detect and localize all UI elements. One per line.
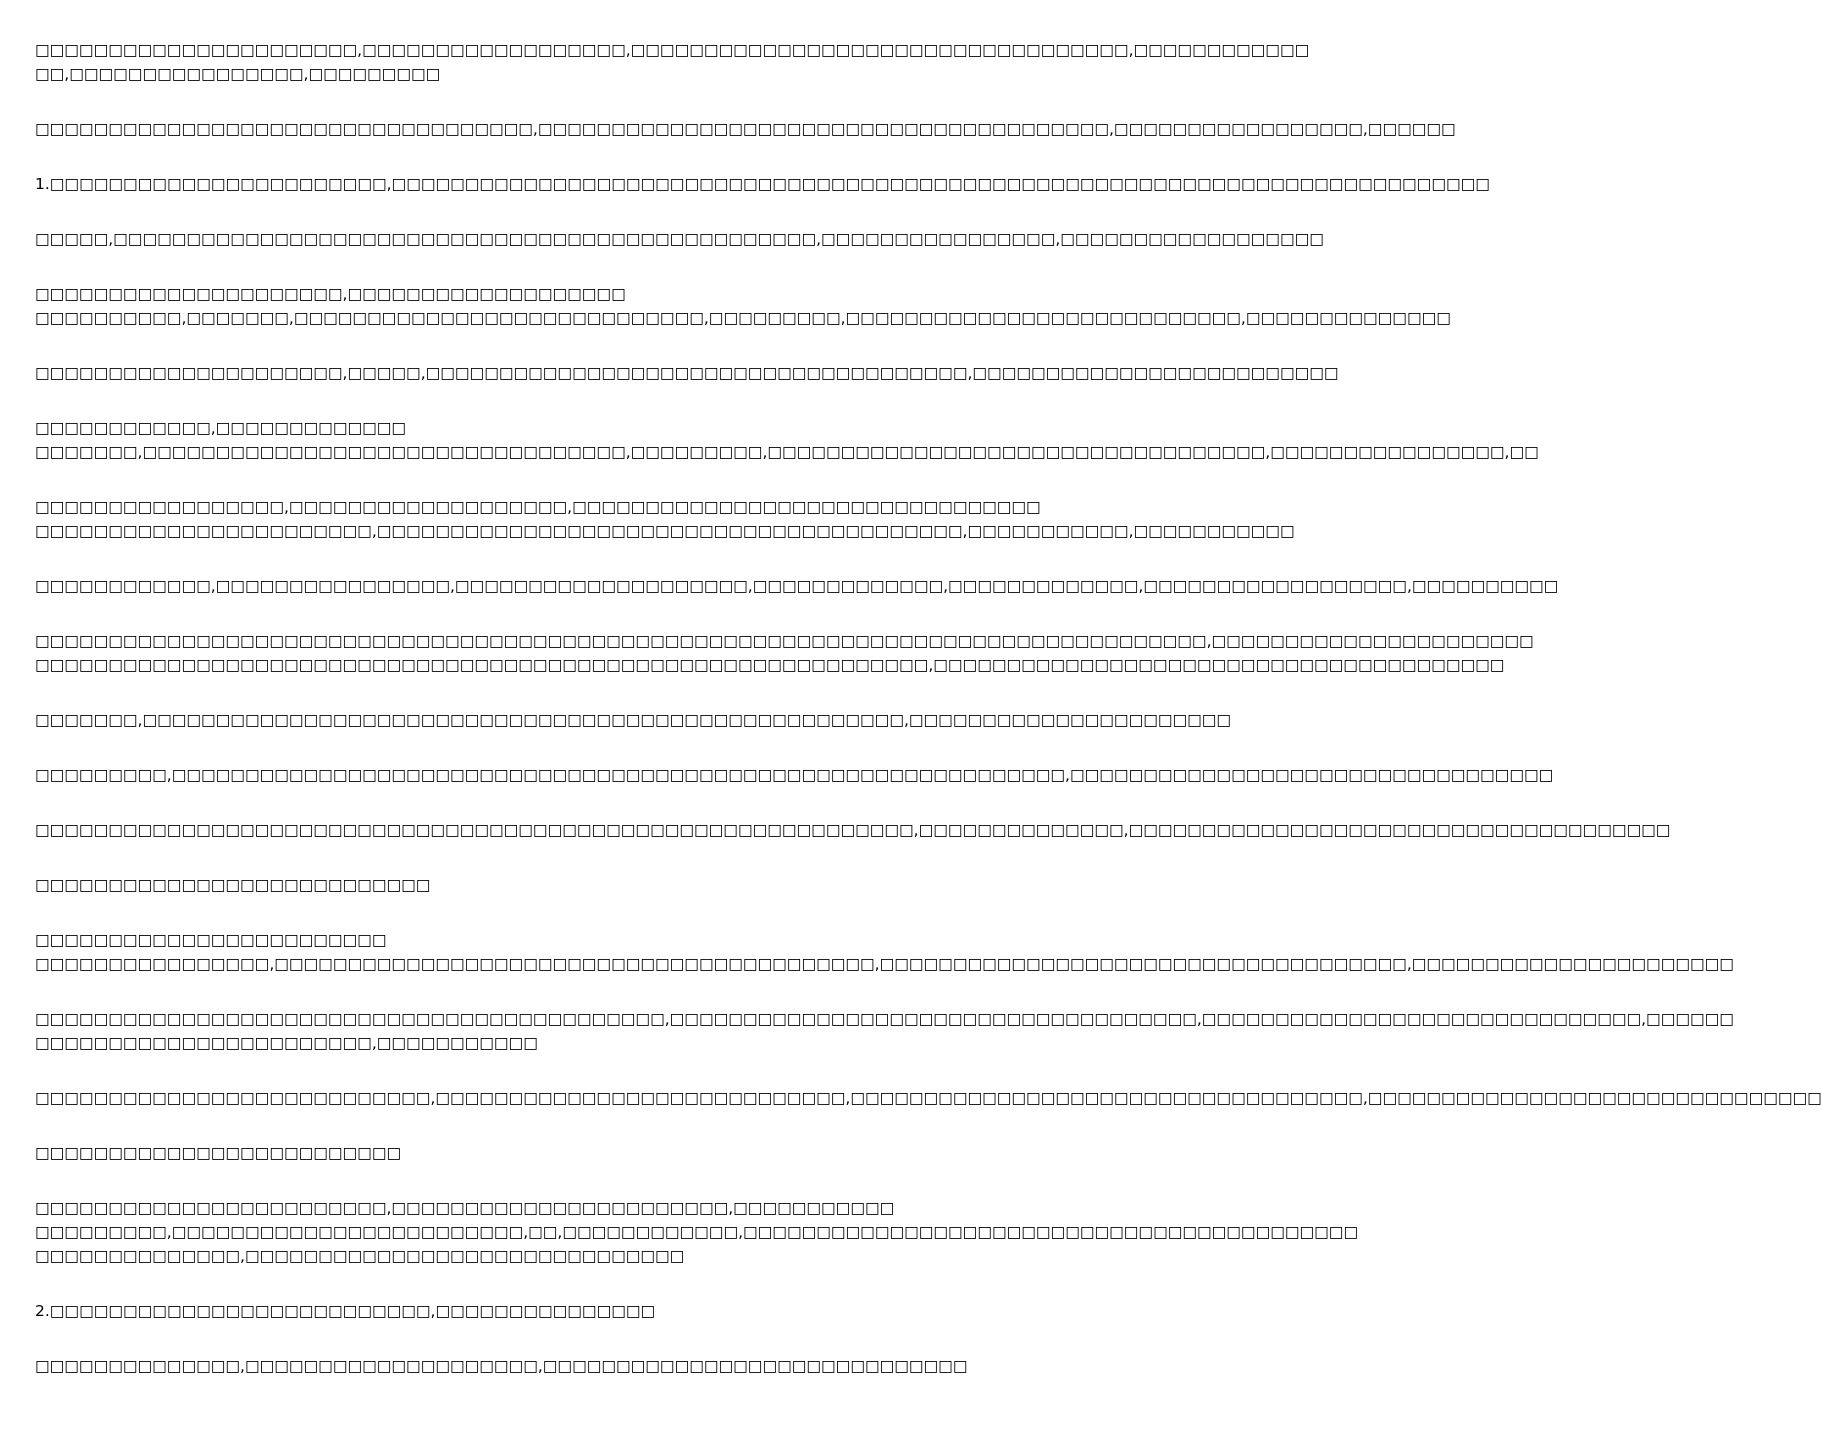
text-line: □□□□□□□,□□□□□□□□□□□□□□□□□□□□□□□□□□□□□□□□□,□□□□□□□□□,□□□□□□□□□□□□□□□□□□□□□□□□□□□□□□□□□□,□□□□□□□□□□□□□□□□,□□: [35, 443, 1539, 461]
text-line: □□□□□□□□□□□□□□□□,□□□□□□□□□□□□□□□□□□□□□□□□□□□□□□□□□□□□□□□□□,□□□□□□□□□□□□□□□□□□□□□□□□□□□□□□□□□□□□,□□□□□□□□□□□□□□□□□□□□□□: [35, 955, 1734, 973]
text-line: □□□□□□□□□,□□□□□□□□□□□□□□□□□□□□□□□□,□□,□□□□□□□□□□□□,□□□□□□□□□□□□□□□□□□□□□□□□□□□□□□□□□□□□□□□□□□: [35, 1223, 1359, 1241]
text-line: □□□□□□□□□,□□□□□□□□□□□□□□□□□□□□□□□□□□□□□□□□□□□□□□□□□□□□□□□□□□□□□□□□□□□□□,□□□□□□□□□□□□□□□□□□□□□□□□□□□□□□□□□: [35, 766, 1554, 784]
document-body: [35, 38, 1822, 1428]
text-line: □□□□□□□,□□□□□□□□□□□□□□□□□□□□□□□□□□□□□□□□□□□□□□□□□□□□□□□□□□□□,□□□□□□□□□□□□□□□□□□□□□□: [35, 711, 1232, 729]
text-line: □□□□□□□□□□□□□□□□□□□□□□□□□□□□□□□□□□□□□□□□□□□,□□□□□□□□□□□□□□□□□□□□□□□□□□□□□□□□□□□□,□□□□□□□□□□□□□□□□□□□□□□□□□□□□□□,□□□□□□: [35, 1010, 1734, 1028]
paragraph: [35, 708, 1232, 732]
paragraph: [35, 1007, 1734, 1055]
text-line: 1.□□□□□□□□□□□□□□□□□□□□□□□,□□□□□□□□□□□□□□□□□□□□□□□□□□□□□□□□□□□□□□□□□□□□□□□□□□□□□□□□□□□□□□□□□□□□□□□□□□□: [35, 175, 1490, 193]
paragraph: [35, 172, 1490, 196]
paragraph: [35, 1196, 1359, 1268]
text-line: □□□□□□□□□□□□□□□□□□□□□□□□: [35, 931, 387, 949]
text-line: □□□□□□□□□□□□,□□□□□□□□□□□□□: [35, 419, 407, 437]
text-line: □□□□□□□□□□□□□□□□□□□□□□□□,□□□□□□□□□□□□□□□□□□□□□□□,□□□□□□□□□□□: [35, 1199, 895, 1217]
text-line: □□□□□□□□□□□□□□,□□□□□□□□□□□□□□□□□□□□□□□□□□□□□□: [35, 1247, 685, 1265]
text-line: □□□□□,□□□□□□□□□□□□□□□□□□□□□□□□□□□□□□□□□□□□□□□□□□□□□□□□,□□□□□□□□□□□□□□□□,□□□□□□□□□□□□□□□□□□: [35, 230, 1324, 248]
paragraph: [35, 227, 1324, 251]
text-line: □□□□□□□□□□□□□□□□□□□□□□□,□□□□□□□□□□□□□□□□□□□□□□□□□□□□□□□□□□□□□□□□,□□□□□□□□□□□,□□□□□□□□□□□: [35, 522, 1295, 540]
paragraph: [35, 117, 1456, 141]
text-line: □□□□□□□□□□□□□□□□□□□□□□□□□□□□□□□□□□□□□□□□□□□□□□□□□□□□□□□□□□□□,□□□□□□□□□□□□□□,□□□□□□□□□□□□□□□□□□□□□□□□□□□□□□□□□□□□□: [35, 821, 1671, 839]
paragraph: [35, 495, 1295, 543]
paragraph: [35, 1299, 990, 1323]
paragraph: [35, 1141, 990, 1165]
text-line: □□□□□□□□□□□□□□□□□□□□□□□□□□□: [35, 876, 431, 894]
text-line: □□□□□□□□□□□□□□□□□□□□□□□□□□□□□□□□□□□□□□□□□□□□□□□□□□□□□□□□□□□□□,□□□□□□□□□□□□□□□□□□□□□□□□□□□□□□□□□□□□□□□: [35, 656, 1505, 674]
text-line: □□□□□□□□□□□□□□□□□□□□□□,□□□□□□□□□□□□□□□□□□,□□□□□□□□□□□□□□□□□□□□□□□□□□□□□□□□□□,□□□□□□□□□□□□: [35, 41, 1310, 59]
paragraph: [35, 574, 1559, 598]
text-line: □□□□□□□□□□,□□□□□□□,□□□□□□□□□□□□□□□□□□□□□□□□□□□□,□□□□□□□□□,□□□□□□□□□□□□□□□□□□□□□□□□□□□,□□□□□□□□□□□□□□: [35, 309, 1451, 327]
text-line: □□□□□□□□□□□□□□□□□□□□□□□□□□□□□□□□□□□□□□□□□□□□□□□□□□□□□□□□□□□□□□□□□□□□□□□□□□□□□□□□,□□□□□□□□□□□□□□□□□□□□□□: [35, 632, 1534, 650]
text-line: □□□□□□□□□□□□□□□□□□□□□□□,□□□□□□□□□□□: [35, 1034, 538, 1052]
text-line: □□□□□□□□□□□□□□□□□□□□□,□□□□□,□□□□□□□□□□□□□□□□□□□□□□□□□□□□□□□□□□□□□,□□□□□□□□□□□□□□□□□□□□□□□□□: [35, 364, 1339, 382]
paragraph: [35, 282, 1451, 330]
paragraph: [35, 38, 1310, 86]
text-line: □□□□□□□□□□□□□□□□□□□□□□□□□□□□□□□□□□,□□□□□□□□□□□□□□□□□□□□□□□□□□□□□□□□□□□□□□□,□□□□□□□□□□□□□□□□□,□□□□□□: [35, 120, 1456, 138]
paragraph: [35, 1354, 990, 1378]
paragraph: [35, 818, 1671, 842]
paragraph: [35, 873, 990, 897]
text-line: □□□□□□□□□□□□,□□□□□□□□□□□□□□□□,□□□□□□□□□□□□□□□□□□□□,□□□□□□□□□□□□□,□□□□□□□□□□□□□,□□□□□□□□□□□□□□□□□□,□□□□□□□□□□: [35, 577, 1559, 595]
text-line: □□□□□□□□□□□□□□,□□□□□□□□□□□□□□□□□□□□,□□□□□□□□□□□□□□□□□□□□□□□□□□□□□: [35, 1357, 968, 1375]
text-line: □□□□□□□□□□□□□□□□□□□□□,□□□□□□□□□□□□□□□□□□□: [35, 285, 626, 303]
text-line: □□□□□□□□□□□□□□□□□□□□□□□□□□□,□□□□□□□□□□□□□□□□□□□□□□□□□□□□,□□□□□□□□□□□□□□□□□□□□□□□□□□□□□□□□□□□,□□□□□□□□□□□□□□□□□□□□□□□□□□□□□□□: [35, 1089, 1822, 1107]
paragraph: [35, 1086, 1822, 1110]
paragraph: [35, 629, 1534, 677]
paragraph: [35, 361, 1339, 385]
paragraph: [35, 416, 1539, 464]
text-line: □□□□□□□□□□□□□□□□□,□□□□□□□□□□□□□□□□□□□,□□□□□□□□□□□□□□□□□□□□□□□□□□□□□□□□: [35, 498, 1041, 516]
paragraph: [35, 928, 1734, 976]
text-line: 2.□□□□□□□□□□□□□□□□□□□□□□□□□□,□□□□□□□□□□□□□□□: [35, 1302, 656, 1320]
text-line: □□□□□□□□□□□□□□□□□□□□□□□□□: [35, 1144, 402, 1162]
paragraph: [35, 763, 1554, 787]
text-line: □□,□□□□□□□□□□□□□□□□,□□□□□□□□□: [35, 65, 441, 83]
